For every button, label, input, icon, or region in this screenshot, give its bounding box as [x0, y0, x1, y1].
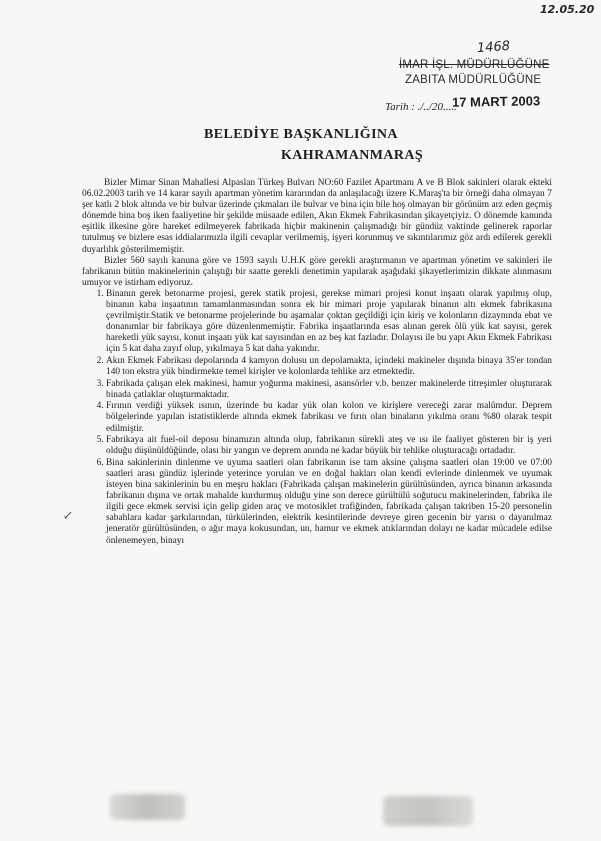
list-item: 1. Binanın gerek betonarme projesi, gerek statik projesi, gerekse mimari projesi konut inşaatı olarak yapılmış olup, binanın kaba inşaatının tamamlanmasından sonra ek bir mimari proje yapılarak binanın altı ekmek fabrikasına çevrilmiştir.Statik ve betonarme projelerinde bu aşamalar çoktan geçildiği için kiriş ve kolonların dizaynında ebat ve donanımlar bir fabrikaya göre düzenlenmemiştir. Fabrika inşaatlarında esas alınan gerek ölü yük kat sayısı, gerek hareketli yük sayısı, konut inşaatı yük kat sayısından en az beş kat fazladır. Dolayısı ile bu yapı Akın Ekmek Fabrikası için 5 kat daha zayıf olup, yıkılmaya 5 kat daha yakındır.	[106, 289, 552, 356]
stamp-received-date: 17 MART 2003	[451, 93, 541, 110]
list-item: 5. Fabrikaya ait fuel-oil deposu binamızın altında olup, fabrikanın sürekli ateş ve ısı ile faaliyet gösteren bir iş yeri olduğu düşünüldüğünde, olası bir yangın ve deprem anında ne kadar büyük bir tehlike oluşturacağı ortadadır.	[106, 435, 552, 457]
office-stamp	[393, 52, 581, 90]
paragraph: Bizler 560 sayılı kanuna göre ve 1593 sayılı U.H.K göre gerekli araştırmanın ve apartman yönetim ve sakinleri ile fabrikanın bütün makinelerinin çalıştığı bir saatte gerekli denetimin yapılarak aşağıdaki şikayetlerimizin dikkate alınmasını umuyor ve istirham ediyoruz.	[82, 255, 552, 288]
letter-body	[82, 178, 552, 547]
list-item: 4. Fırının verdiği yüksek ısının, üzerinde bu kadar yük olan kolon ve kirişlere vereceği zarar malûmdur. Deprem bölgelerinde yapılan istatistiklerde altında ekmek fabrikası ve fırın olan binaların yıkılma oranı %80 olarak tespit edilmiştir.	[106, 401, 552, 434]
addressee-city: KAHRAMANMARAŞ	[281, 148, 424, 163]
redacted-signature-right	[383, 796, 473, 826]
redacted-signature-left	[110, 794, 185, 820]
stamp-tarih-label: Tarih : ./../20.....	[385, 101, 457, 113]
addressee-title: BELEDİYE BAŞKANLIĞINA	[204, 127, 398, 142]
stamp-line-imar: İMAR İŞL. MÜDÜRLÜĞÜNE	[399, 59, 550, 71]
handwritten-corner-date: 12.05.20	[540, 3, 595, 16]
margin-tick-mark: ↙	[63, 508, 74, 522]
list-item: 2. Akın Ekmek Fabrikası depolarında 4 kamyon dolusu un depolamakta, içindeki makineler dışında binaya 35'er tondan 140 ton ekstra yük bindirmekte temel kirişler ve kolonlarda tehlike arz etmektedir.	[106, 356, 552, 378]
complaint-list	[82, 289, 552, 547]
paragraph: Bizler Mimar Sinan Mahallesi Alpaslan Türkeş Bulvarı NO:60 Fazilet Apartmanı A ve B Blok sakinleri olarak ekteki 06.02.2003 tarih ve 14 karar sayılı apartman yönetim kararından da anlaşılacağı üzere K.Maraş'ta bir örneği daha olmayan 7 şer katlı 2 blok altında ve bir bulvar üzerinde çıkmaları ile bulvar ve bina için bile hoş olmayan bir görünüm arz eden geçmiş dönemde bina boş iken faaliyetine bir şekilde müsaade edilen, Akın Ekmek Fabrikasından şikayetçiyiz. O dönemde kanunda eşitlik ilkesine göre hareket edilmeyerek fabrikada hiçbir makinenin çalışmadığı bir gündüz vaktinde gelinerek raporlar tutulmuş ve bizlere esas iddialarımızla ilgili cevaplar verilmemiş, işyeri korunmuş ve sıkıntılarımız göz ardı edilerek gerekli duyarlılık gösterilmemiştir.	[82, 178, 552, 255]
list-item: 3. Fabrikada çalışan elek makinesi, hamur yoğurma makinesi, asansörler v.b. benzer makinelerde titreşimler oluşturarak binada çatlaklar oluşturmaktadır.	[106, 379, 552, 401]
stamp-line-zabita: ZABITA MÜDÜRLÜĞÜNE	[405, 74, 542, 86]
handwritten-file-number: 1468	[476, 38, 511, 57]
list-item: 6. Bina sakinlerinin dinlenme ve uyuma saatleri olan fabrikanın ise tam aksine çalışma saatleri olan 19:00 ve 07:00 saatleri arası gündüz işlerinde yeterince yorulan ve en doğal hakları olan kendi evlerinde dinlenmek ve uyumak isteyen bina sakinlerinin bu en meşru hakları (Fabrikada çalışan makinelerin gürültüsünden, ayrıca binanın arkasında fabrikanın dışına ve ortak mahalde kurdurmuş olduğu yine son derece gürültülü soğutucu makinelerinden, fabrika ile ilgili gece ekmek servisi için gelip giden araç ve motosiklet trafiğinden, fabrikada çalışan takriben 15-20 personelin sabahlara kadar şarkılarından, türkülerinden, elektrik kesintilerinde devreye giren gecenin bir yarısı o dayanılmaz jeneratör gürültüsünden, o ağır maya kokusundan, un, hamur ve ekmek atıklarından dolayı ne kadar mücadele edilse önlenemeyen, binayı	[106, 458, 552, 547]
